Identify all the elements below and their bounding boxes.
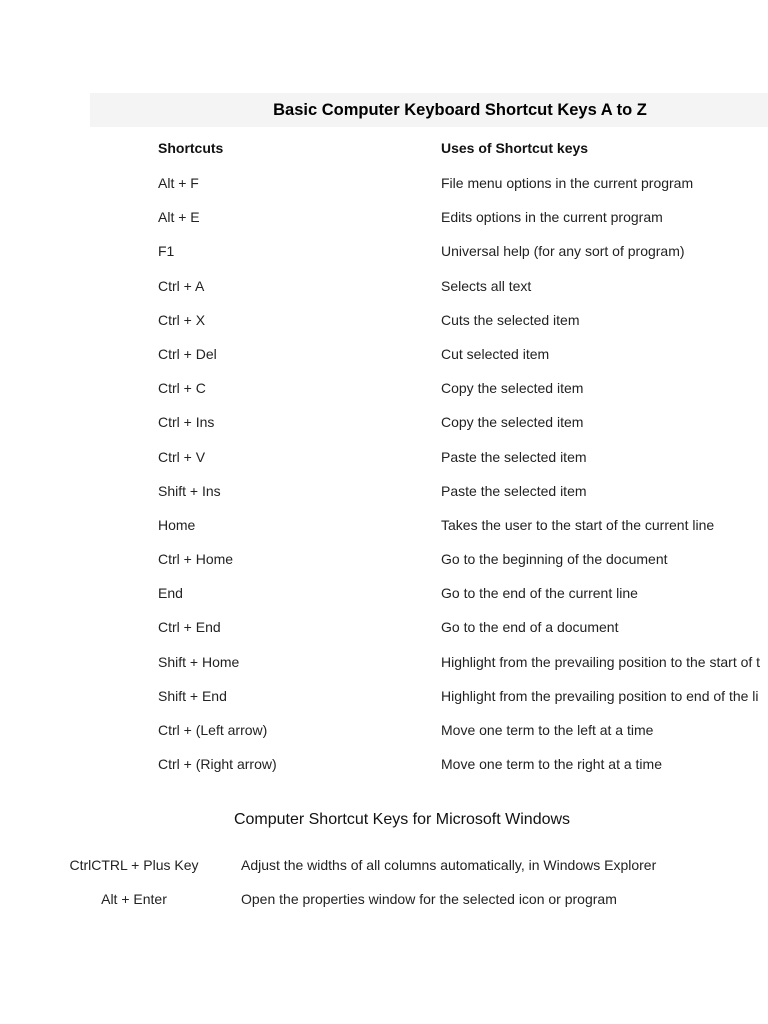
column-header-uses: Uses of Shortcut keys bbox=[441, 140, 589, 156]
shortcut-key: Ctrl + C bbox=[158, 380, 206, 397]
shortcut-key: Shift + End bbox=[158, 687, 227, 704]
shortcut-use: Go to the end of the current line bbox=[441, 585, 638, 602]
table-row bbox=[0, 275, 768, 309]
shortcut-key: Alt + Enter bbox=[101, 891, 167, 907]
shortcut-use: Paste the selected item bbox=[441, 482, 587, 499]
shortcut-key: Ctrl + A bbox=[158, 277, 205, 294]
shortcut-key: Home bbox=[158, 516, 196, 533]
shortcut-use: Highlight from the prevailing position to the start of t bbox=[441, 653, 761, 670]
shortcut-key: CtrlCTRL + Plus Key bbox=[69, 857, 199, 873]
shortcut-use: Paste the selected item bbox=[441, 448, 587, 465]
shortcut-key: F1 bbox=[158, 243, 175, 260]
shortcut-key: Ctrl + End bbox=[158, 619, 221, 636]
table-row bbox=[0, 480, 768, 514]
shortcut-use: Edits options in the current program bbox=[441, 209, 663, 226]
table-row bbox=[0, 514, 768, 548]
shortcut-key: Ctrl + Del bbox=[158, 345, 217, 362]
shortcut-use: Highlight from the prevailing position to end of the li bbox=[441, 687, 759, 704]
table-row bbox=[0, 651, 768, 685]
table-row bbox=[0, 753, 768, 787]
column-header-shortcuts: Shortcuts bbox=[158, 140, 224, 156]
shortcut-key: Ctrl + (Left arrow) bbox=[158, 722, 268, 738]
shortcut-use: Move one term to the right at a time bbox=[441, 756, 662, 773]
shortcut-use: Takes the user to the start of the current line bbox=[441, 516, 715, 533]
table-row bbox=[0, 857, 768, 887]
table-row bbox=[0, 343, 768, 377]
table-row bbox=[0, 891, 768, 921]
table-row bbox=[0, 411, 768, 445]
shortcut-key: Shift + Ins bbox=[158, 482, 221, 499]
table-row bbox=[0, 616, 768, 650]
shortcut-key: End bbox=[158, 585, 183, 602]
shortcut-use: Cut selected item bbox=[441, 345, 550, 362]
table-row bbox=[0, 309, 768, 343]
shortcut-table bbox=[0, 172, 768, 787]
shortcut-use: Move one term to the left at a time bbox=[441, 722, 654, 738]
table-row bbox=[0, 685, 768, 719]
shortcut-use: Copy the selected item bbox=[441, 414, 584, 431]
page-title: Basic Computer Keyboard Shortcut Keys A to Z bbox=[273, 101, 647, 119]
shortcut-key: Alt + E bbox=[158, 209, 200, 226]
table-row bbox=[0, 172, 768, 206]
table-row bbox=[0, 206, 768, 240]
shortcut-key: Ctrl + X bbox=[158, 311, 206, 328]
shortcut-use: File menu options in the current program bbox=[441, 175, 694, 191]
table-row bbox=[0, 582, 768, 616]
table-row bbox=[0, 548, 768, 582]
shortcut-use: Go to the beginning of the document bbox=[441, 551, 668, 568]
shortcut-use: Cuts the selected item bbox=[441, 311, 580, 328]
table-row bbox=[0, 446, 768, 480]
table-row bbox=[0, 719, 768, 753]
shortcut-key: Ctrl + V bbox=[158, 448, 206, 465]
shortcut-key: Ctrl + Home bbox=[158, 551, 234, 568]
shortcut-use: Open the properties window for the selected icon or program bbox=[241, 891, 617, 907]
shortcut-use: Go to the end of a document bbox=[441, 619, 619, 636]
shortcut-key: Ctrl + (Right arrow) bbox=[158, 756, 277, 773]
shortcut-use: Selects all text bbox=[441, 277, 532, 294]
table-row bbox=[0, 240, 768, 274]
shortcut-use: Universal help (for any sort of program) bbox=[441, 243, 685, 260]
shortcut-key: Shift + Home bbox=[158, 653, 240, 670]
shortcut-use: Adjust the widths of all columns automatically, in Windows Explorer bbox=[241, 857, 657, 873]
table-row bbox=[0, 377, 768, 411]
shortcut-key: Alt + F bbox=[158, 175, 199, 191]
windows-section-title: Computer Shortcut Keys for Microsoft Windows bbox=[233, 811, 571, 828]
shortcut-key: Ctrl + Ins bbox=[158, 414, 215, 431]
shortcut-use: Copy the selected item bbox=[441, 380, 584, 397]
